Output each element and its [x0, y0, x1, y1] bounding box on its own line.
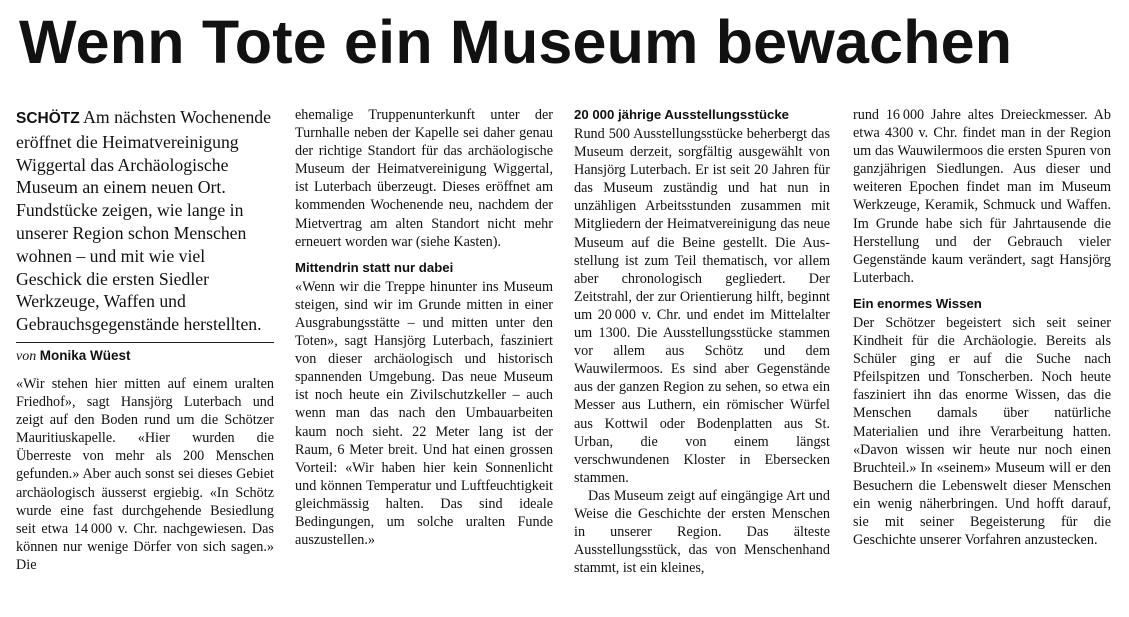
- body-paragraph-3: Rund 500 Ausstellungsstücke beherbergt das Museum derzeit, sorgfältig ausgewählt von Hansjörg Luterbach. Er ist seit 20 Jahren für das Museum zuständig und hat nun in unzähligen Arbeitsstunden zusammen mit Mitgliedern der Heimatvereinigung das neue Museum auf die Beine gestellt. Die Ausstellung ist zum Teil thematisch, vor allem aber chronologisch gegliedert. Der Zeitstrahl, der zur Orientierung hilft, beginnt um 20 000 v. Chr. und endet im Mittelalter um 1300. Die Ausstellungsstücke stammen vor allem aus Schötz und dem Wauwilermoos. Es sind aber Gegenstände aus der ganzen Region zu sehen, so etwa ein Messer aus Luthern, ein römischer Würfel aus Kottwil oder Bodenplatten aus St. Urban, die von einem längst verschwundenen Kloster in Ebersecken stammen.: [574, 126, 830, 486]
- column-1: [16, 106, 274, 574]
- column-4: [853, 106, 1111, 549]
- byline-prefix: von: [16, 348, 37, 364]
- column-2: [295, 106, 553, 549]
- body-paragraph-2: «Wenn wir die Treppe hinunter ins Museum steigen, sind wir im Grunde mitten in einer Ausgrabungsstätte – und mitten unter den Toten», sagt Hansjörg Luterbach, fasziniert von dieser archäologisch und historisch spannenden Umgebung. Das neue Museum ist noch heute ein Zivilschutzkeller – auch wenn man das nach den Umbauarbeiten kaum noch sieht. 22 Meter lang ist der Raum, 6 Meter breit. Und hat einen grossen Vorteil: «Wir haben hier kein Sonnenlicht und können Temperatur und Luftfeuchtigkeit gleichmässig halten. Das sind ideale Bedingungen, um solche uralten Funde auszustellen.»: [295, 278, 553, 549]
- body-paragraph-1a: «Wir stehen hier mitten auf einem uralten Friedhof», sagt Hansjörg Luterbach und zeigt auf den Boden rund um die Schötzer Mauritiuskapelle. «Hier wurden die Überreste von mehr als 200 Menschen gefunden.» Aber auch sonst sei dieses Gebiet archäologisch äusserst ergiebig. «In Schötz wurde eine fast durchgehende Besiedlung seit etwa 14 000 v. Chr. nachgewiesen. Das können nur wenige Dörfer von sich sagen.» Die: [16, 375, 274, 573]
- author-name: Monika Wüest: [39, 347, 131, 363]
- subheading-wissen: Ein enormes Wissen: [853, 295, 982, 311]
- dateline: SCHÖTZ: [16, 110, 80, 127]
- column-3: [574, 106, 830, 577]
- lead-text: Am nächsten Wochenende eröffnet die Heimatvereinigung Wiggertal das Archäologische Museum an einem neuen Ort. Fundstücke zeigen, wie lange in unserer Region schon Menschen wohnen – und mit wie viel Geschick die ersten Siedler Werkzeuge, Waffen und Gebrauchsgegenstände herstellten.: [16, 107, 271, 335]
- body-paragraph-4a: Das Museum zeigt auf eingängige Art und Weise die Geschichte der ersten Menschen in unserer Region. Das älteste Ausstellungsstück, das von Menschenhand stammt, ist ein kleines,: [574, 487, 830, 577]
- lead-paragraph: [16, 106, 274, 336]
- body-paragraph-4b: rund 16 000 Jahre altes Dreieckmesser. Ab etwa 4300 v. Chr. findet man in der Region um das Wauwilermoos die ersten Spuren von ganzjährigen Siedlungen. Aus dieser und weiteren Epochen findet man im Museum Werkzeuge, Keramik, Schmuck und Waffen. Im Grunde habe sich für Jahrtausende die Herstellung und der Gebrauch vieler Gegenstände kaum verändert, sagt Hansjörg Luterbach.: [853, 107, 1111, 286]
- body-paragraph-5: Der Schötzer begeistert sich seit seiner Kindheit für die Archäologie. Bereits als Schüler ging er auf die Suche nach Pfeilspitzen und Tonscherben. Noch heute fasziniert ihn das enorme Wissen, das die Menschen damals über natürliche Materialien und ihre Verarbeitung hatten. «Davon wissen wir heute nur noch einen Bruchteil.» In «seinem» Museum will er den Besuchern die Lebenswelt dieser Menschen ein wenig näherbringen. Und hofft darauf, sie mit seiner Begeisterung für die Geschichte unserer Vorfahren anzustecken.: [853, 314, 1111, 549]
- subheading-ausstellungsstuecke: 20 000 jährige Ausstellungsstücke: [574, 107, 789, 122]
- byline: [16, 342, 274, 366]
- subheading-mittendrin: Mittendrin statt nur dabei: [295, 259, 454, 275]
- headline: Wenn Tote ein Museum bewachen: [19, 8, 1013, 76]
- body-paragraph-1b: ehemalige Truppenunterkunft unter der Turnhalle neben der Kapelle sei daher genau der richtige Standort für das archäologische Museum der Heimatvereinigung Wiggertal, ist Luterbach überzeugt. Dieses eröffnet am kommenden Wochenende neu, nachdem der Mietvertrag am alten Standort nicht mehr erneuert worden war (siehe Kasten).: [295, 107, 553, 250]
